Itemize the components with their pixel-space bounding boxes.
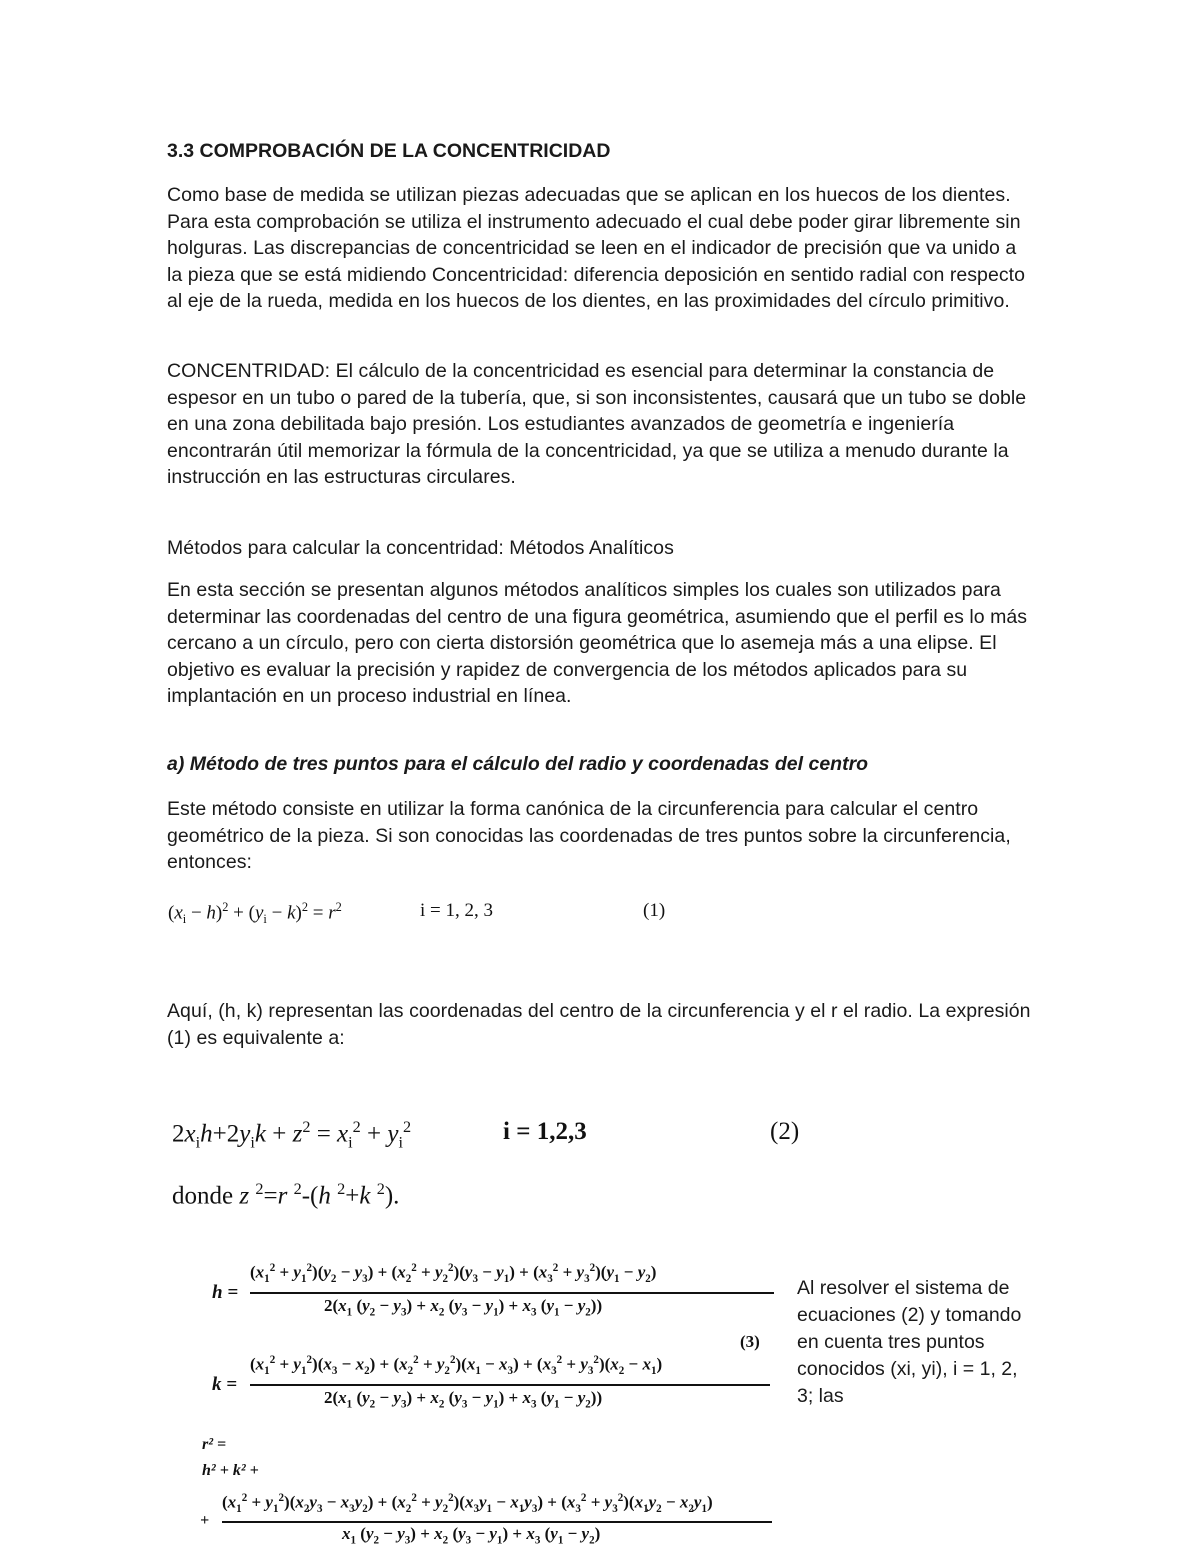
equation-1-number: (1) <box>643 900 666 921</box>
paragraph-concentricity-measure: Como base de medida se utilizan piezas adecuadas que se aplican en los huecos de los dientes. Para esta comprobación se utiliza el instrumento adecuado el cual debe poder girar libremente sin holguras. Las discrepancias de concentricidad se leen en el indicador de precisión que va unido a la pieza que se está midiendo Concentricidad: diferencia deposición en sentido radial con respecto al eje de la rueda, medida en los huecos de los dientes, en las proximidades del círculo primitivo. <box>167 184 1026 313</box>
method-subheading: a) Método de tres puntos para el cálculo del radio y coordenadas del centro <box>167 753 869 775</box>
equation-1-index: i = 1, 2, 3 <box>420 900 493 921</box>
equation-2-number: (2) <box>770 1118 800 1145</box>
equation-2-index: i = 1,2,3 <box>503 1118 587 1145</box>
donde-definition: donde z $^2$=r $^2$-(h $^2$+k $^2$). <box>172 1180 400 1210</box>
paragraph-three-point-method: Este método consiste en utilizar la forma canónica de la circunferencia para calcular el centro geométrico de la pieza. Si son conocidas las coordenadas de tres puntos sobre la circunferencia, entonces: <box>167 798 1011 874</box>
equation-3-r2-fraction: + $(x_1^2 + y_1^2)(x_2y_3 - x_3y_2) + (x_2^2 + y_2^2)(x_3y_1 - x_1y_3) + (x_3^2 + y_3^2)(x_1y_2 - x_2y_1)$ $x_1$ $(y_2 - y_3) + x_2$ $(y_3 - y_1) + x_3$ $(y_1 - y_2)$ <box>200 1492 780 1550</box>
paragraph-methods-title: Métodos para calcular la concentridad: Métodos Analíticos <box>167 537 674 559</box>
equation-2-formula: $2x_ih+2y_ik + z^2 = x_i^2 + y_i^2$ <box>172 1118 412 1152</box>
equation-3-r2-label: r² = <box>202 1436 227 1453</box>
section-heading: 3.3 COMPROBACIÓN DE LA CONCENTRICIDAD <box>167 140 611 162</box>
paragraph-concentridad-definition: CONCENTRIDAD: El cálculo de la concentricidad es esencial para determinar la constancia de espesor en un tubo o pared de la tubería, que, si son inconsistentes, causará que un tubo se doble en una zona debilitada bajo presión. Los estudiantes avanzados de geometría e ingeniería encontrarán útil memorizar la fórmula de la concentricidad, ya que se utiliza a menudo durante la instrucción en las estructuras circulares. <box>167 360 1027 489</box>
side-note-paragraph: Al resolver el sistema de ecuaciones (2) y tomando en cuenta tres puntos conocidos (xi, yi), i = 1, 2, 3; las <box>797 1277 1022 1407</box>
paragraph-equivalent-expression: Aquí, (h, k) representan las coordenadas del centro de la circunferencia y el r el radio. La expresión (1) es equivalente a: <box>167 1000 1031 1049</box>
equation-3-number: (3) <box>740 1332 760 1351</box>
paragraph-analytic-methods: En esta sección se presentan algunos métodos analíticos simples los cuales son utilizados para determinar las coordenadas del centro de una figura geométrica, asumiendo que el perfil es lo más cercano a un círculo, pero con cierta distorsión geométrica que lo asemeja más a una elipse. El objetivo es evaluar la precisión y rapidez de convergencia de los métodos aplicados para su implantación en un proceso industrial en línea. <box>167 579 1028 708</box>
equation-3-k: k = $(x_1^2 + y_1^2)(x_3 - x_2) + (x_2^2 + y_2^2)(x_1 - x_3) + (x_3^2 + y_3^2)(x_2 - x_1)$ $2(x_1$ $(y_2 - y_3) + x_2$ $(y_3 - y_1) + x_3$ $(y_1 - y_2)$) <box>212 1354 772 1416</box>
equation-1-formula: $(x_i - h)^2 + (y_i - k)^2 = r^2$ <box>168 900 342 927</box>
equation-3-r2-terms: h² + k² + <box>202 1462 259 1479</box>
equation-3-h: h = $(x_1^2 + y_1^2)(y_2 - y_3) + (x_2^2 + y_2^2)(y_3 - y_1) + (x_3^2 + y_3^2)(y_1 - y_2)$ $2(x_1$ $(y_2 - y_3) + x_2$ $(y_3 - y_1) + x_3$ $(y_1 - y_2)$) <box>212 1262 772 1324</box>
